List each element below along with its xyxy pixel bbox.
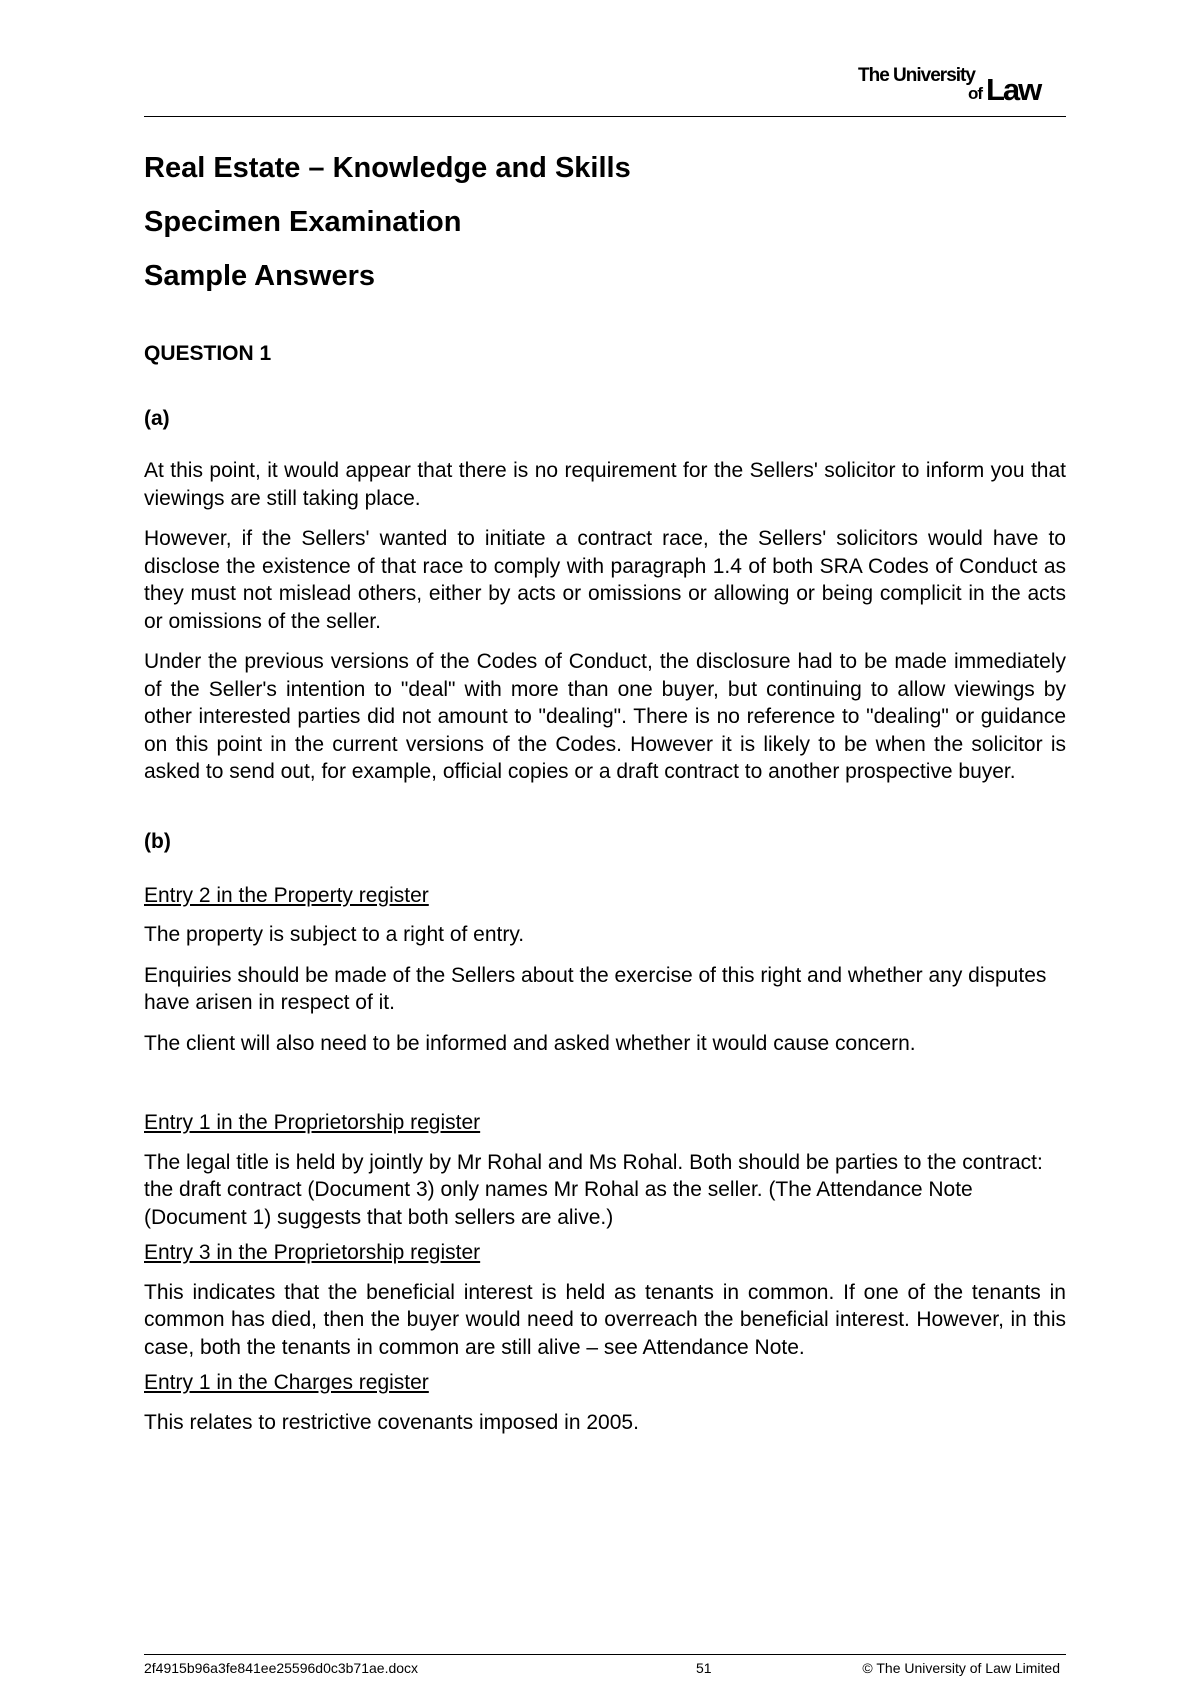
part-a-paragraph: However, if the Sellers' wanted to initiate a contract race, the Sellers' solicitors would have to disclose the existence of that race to comply with paragraph 1.4 of both SRA Codes of Conduct as they must not mislead others, either by acts or omissions or allowing or being complicit in the acts or omissions of the seller.	[144, 527, 1066, 633]
document-subtitle-answers: Sample Answers	[144, 260, 376, 292]
university-logo	[858, 66, 1068, 108]
header-divider	[144, 116, 1066, 117]
part-a-paragraph: Under the previous versions of the Codes of Conduct, the disclosure had to be made immediately of the Seller's intention to "deal" with more than one buyer, but continuing to allow viewings by other interested parties did not amount to "dealing". There is no reference to "dealing" or guidance on this point in the current versions of the Codes. However it is likely to be when the solicitor is asked to send out, for example, official copies or a draft contract to another prospective buyer.	[144, 650, 1066, 783]
part-a-paragraph: At this point, it would appear that there is no requirement for the Sellers' solicitor to inform you that viewings are still taking place.	[144, 459, 1066, 510]
question-heading: QUESTION 1	[144, 342, 272, 365]
entry-heading-charges-1: Entry 1 in the Charges register	[144, 1371, 429, 1394]
entry-paragraph: This indicates that the beneficial interest is held as tenants in common. If one of the tenants in common has died, then the buyer would need to overreach the beneficial interest. However, in this case, both the tenants in common are still alive – see Attendance Note.	[144, 1280, 1066, 1359]
entry-paragraph: This relates to restrictive covenants imposed in 2005.	[144, 1410, 639, 1434]
footer-copyright: © The University of Law Limited	[862, 1660, 1060, 1676]
footer-divider	[144, 1654, 1066, 1655]
footer-filename: 2f4915b96a3fe841ee25596d0c3b71ae.docx	[144, 1660, 419, 1676]
entry-heading-proprietorship-1: Entry 1 in the Proprietorship register	[144, 1111, 481, 1134]
entry-heading-property-2: Entry 2 in the Property register	[144, 883, 429, 907]
footer-page-number: 51	[696, 1660, 712, 1676]
entry-paragraph: The property is subject to a right of entry.	[144, 923, 525, 946]
entry-paragraph: Enquiries should be made of the Sellers about the exercise of this right and whether any disputes have arisen in respect of it.	[144, 963, 1047, 1014]
document-title: Real Estate – Knowledge and Skills	[144, 152, 631, 184]
part-b-label: (b)	[144, 829, 171, 853]
entry-heading-proprietorship-3: Entry 3 in the Proprietorship register	[144, 1241, 481, 1264]
logo-text-of: of	[968, 84, 983, 103]
part-a-answer	[144, 457, 1066, 786]
entry-paragraph: The legal title is held by jointly by Mr Rohal and Ms Rohal. Both should be parties to the contract: the draft contract (Document 3) only names Mr Rohal as the seller. (The Attendance Note (Document 1) suggests that both sellers are alive.)	[144, 1150, 1043, 1229]
part-a-label: (a)	[144, 407, 170, 430]
document-subtitle: Specimen Examination	[144, 206, 462, 238]
logo-text-university: The University	[858, 65, 975, 86]
page-footer	[144, 1659, 1066, 1679]
entry-paragraph: The client will also need to be informed and asked whether it would cause concern.	[144, 1031, 916, 1055]
logo-text-law: Law	[986, 72, 1041, 107]
document-body	[144, 152, 1066, 1449]
part-b-answer	[144, 882, 1066, 1437]
